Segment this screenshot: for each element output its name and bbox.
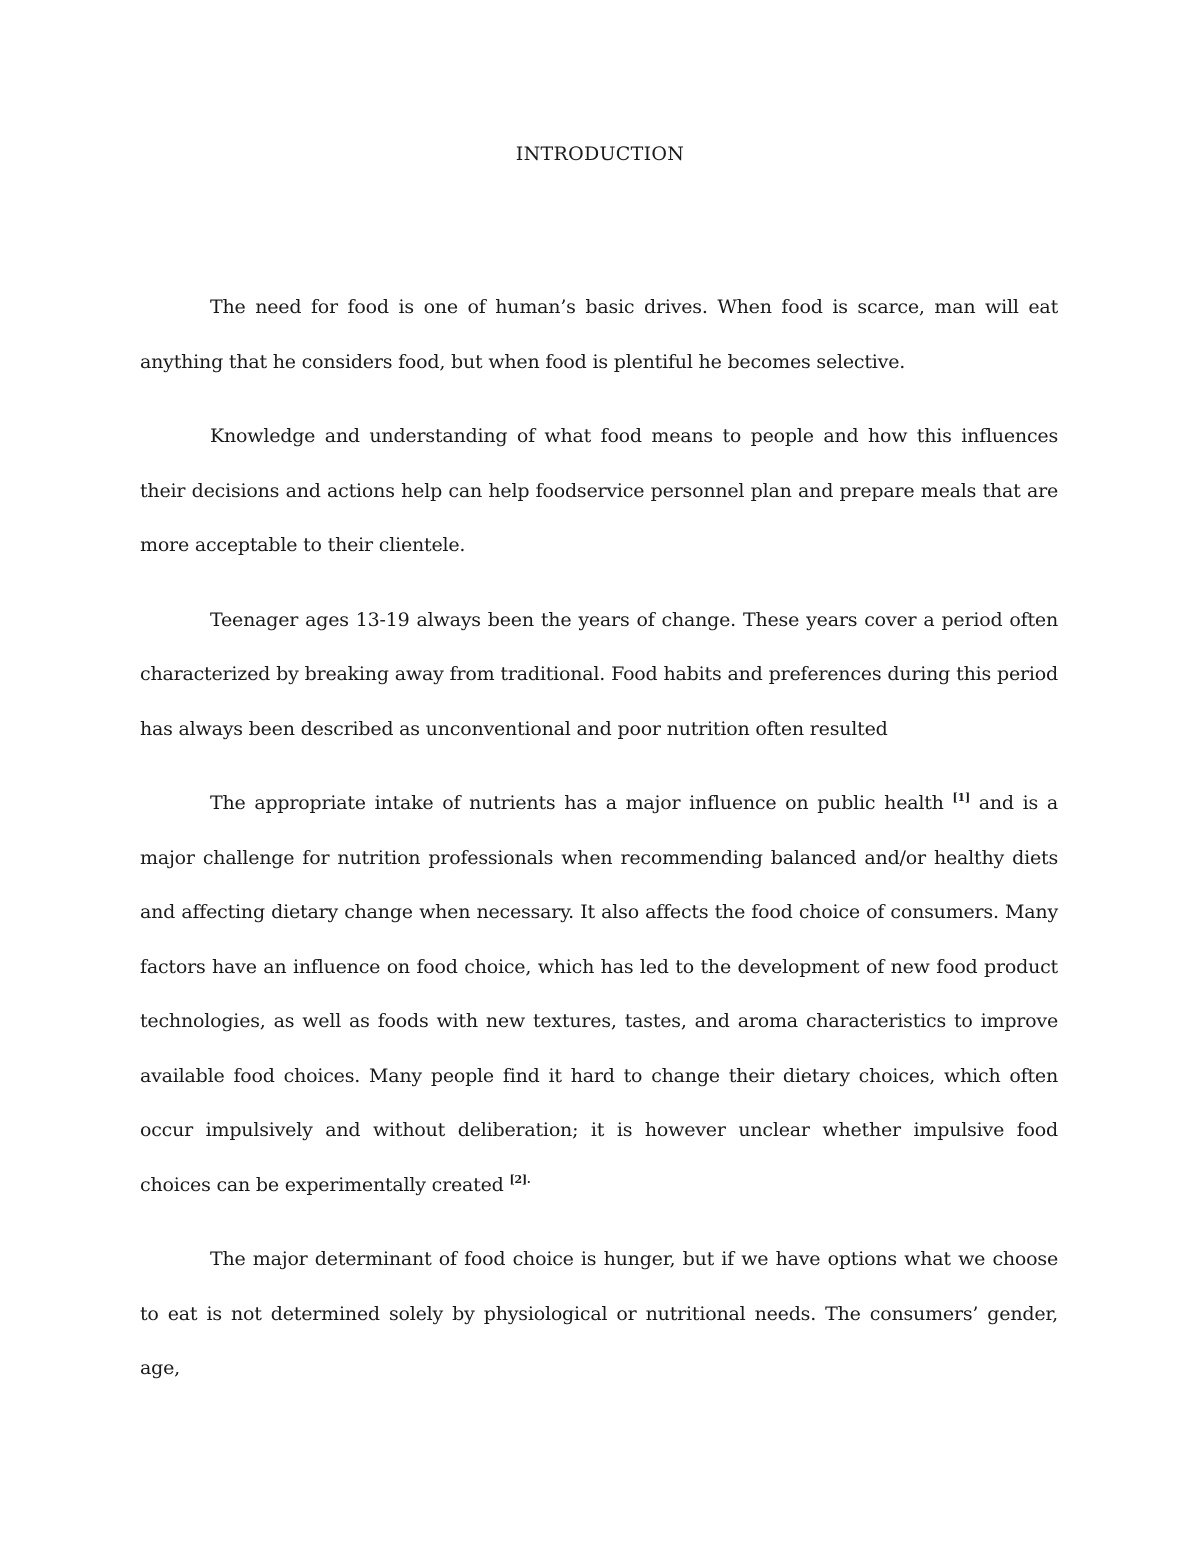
paragraph-4-text-a: The appropriate intake of nutrients has a major influence on public health bbox=[210, 792, 953, 814]
paragraph-4 bbox=[140, 776, 1058, 1212]
paragraph-5: The major determinant of food choice is hunger, but if we have options what we choose to eat is not determined solely by physiological or nutritional needs. The consumers’ gender, age, bbox=[140, 1248, 1058, 1379]
page-title: INTRODUCTION bbox=[515, 143, 685, 165]
paragraph-3: Teenager ages 13-19 always been the years of change. These years cover a period often characterized by breaking away from traditional. Food habits and preferences during this period has always been described as unconventional and poor nutrition often resulted bbox=[140, 608, 1058, 740]
paragraph-2: Knowledge and understanding of what food means to people and how this influences their decisions and actions help can help foodservice personnel plan and prepare meals that are more acceptable to their clientele. bbox=[140, 425, 1058, 556]
citation-ref-2: [2]. bbox=[509, 1172, 531, 1186]
paragraph-4-text-b: and is a major challenge for nutrition professionals when recommending balanced and/or healthy diets and affecting dietary change when necessary. It also affects the food choice of consumers. Many factors have an influence on food choice, which has led to the development of new food product technologies, as well as foods with new textures, tastes, and aroma characteristics to improve available food choices. Many people find it hard to change their dietary choices, which often occur impulsively and without deliberation; it is however unclear whether impulsive food choices can be experimentally created bbox=[140, 792, 1058, 1196]
paragraph-1: The need for food is one of human’s basic drives. When food is scarce, man will eat anything that he considers food, but when food is plentiful he becomes selective. bbox=[140, 296, 1058, 373]
document-body bbox=[140, 280, 1058, 1416]
citation-ref-1: [1] bbox=[952, 791, 970, 804]
